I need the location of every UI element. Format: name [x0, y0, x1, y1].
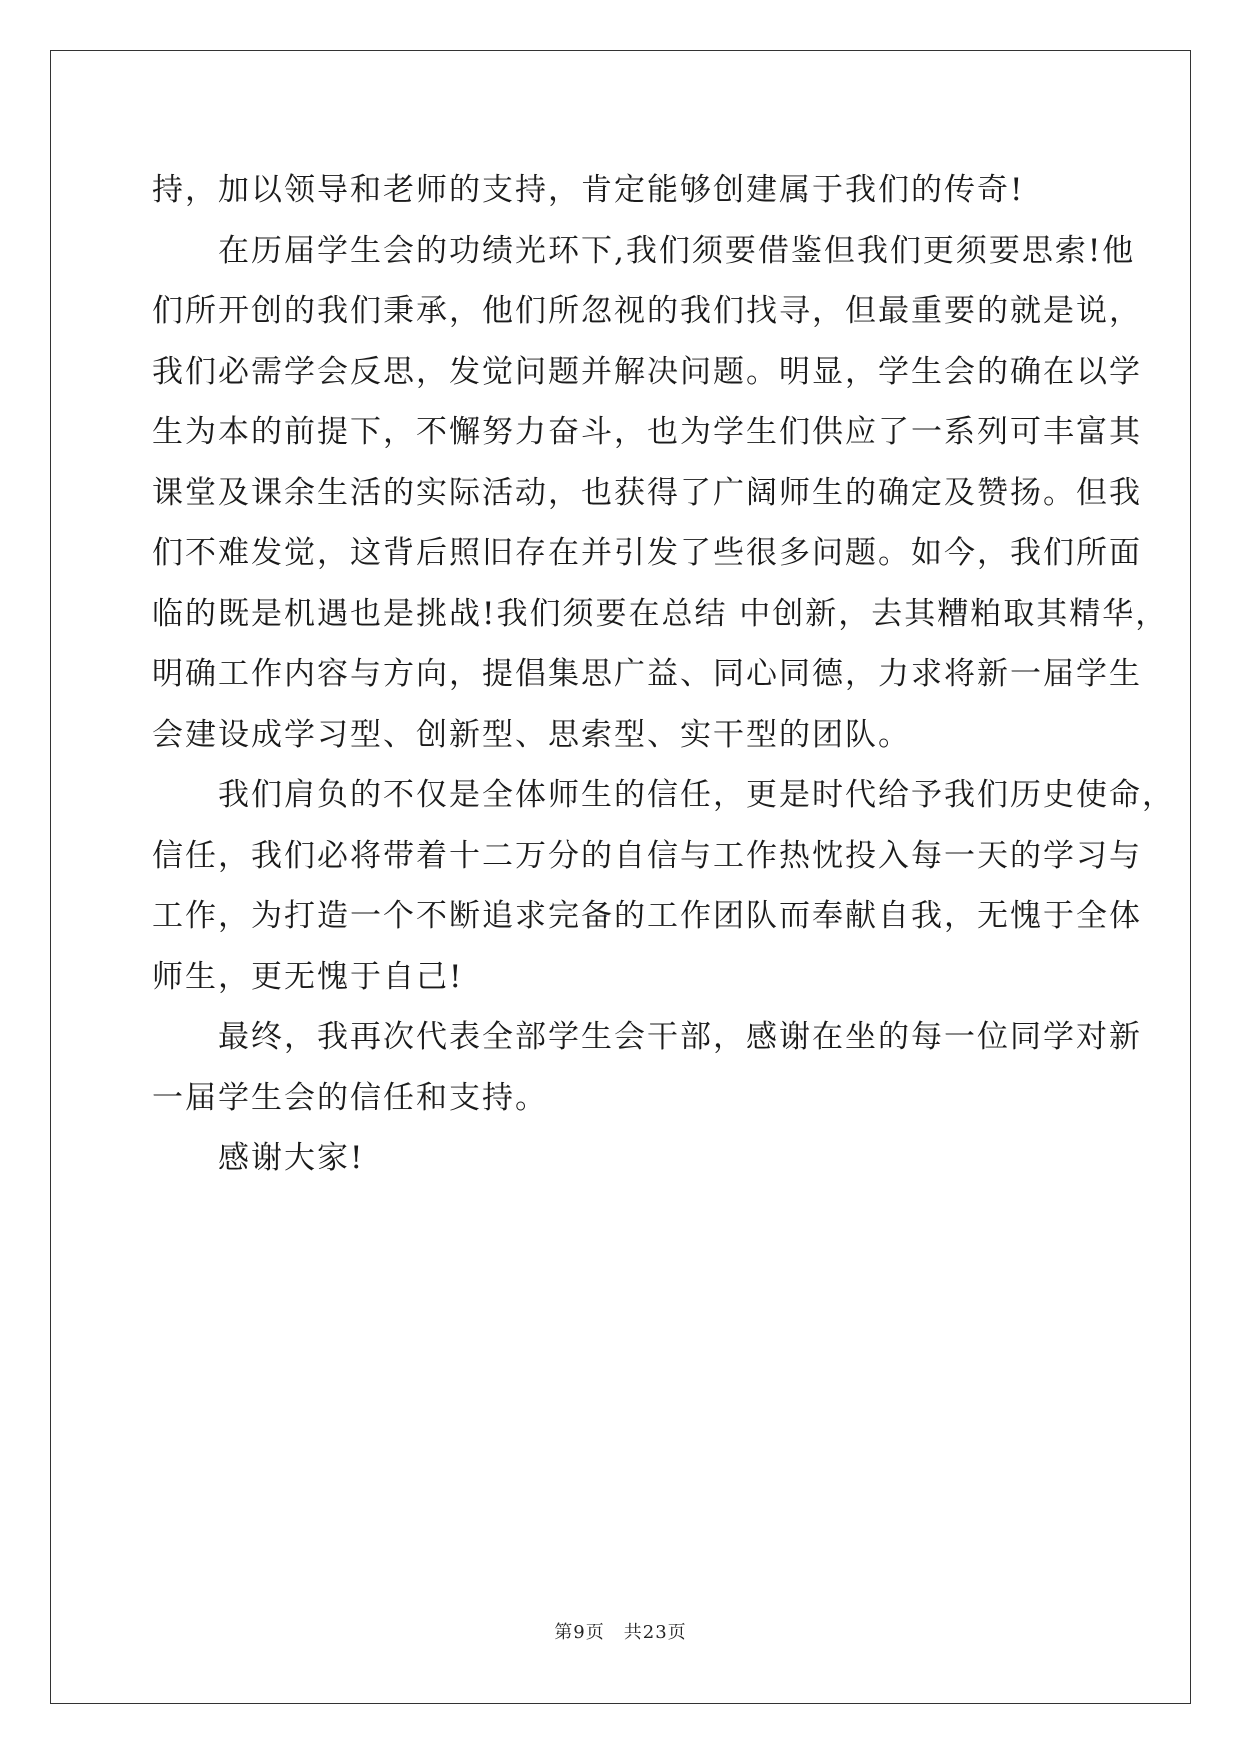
text-line-11: 我们肩负的不仅是全体师生的信任，更是时代给予我们历史使命， [218, 777, 1175, 813]
text-line-4: 我们必需学会反思，发觉问题并解决问题。明显，学生会的确在以学 [152, 353, 1142, 390]
text-line-17: 感谢大家! [218, 1140, 365, 1176]
text-line-2: 在历届学生会的功绩光环下,我们须要借鉴但我们更须要思索!他 [218, 232, 1136, 269]
text-line-16: 一届学生会的信任和支持。 [152, 1079, 548, 1116]
text-line-14: 师生，更无愧于自己! [152, 958, 464, 995]
page-number-label: 第9页 共23页 [554, 1622, 687, 1643]
text-line-8: 临的既是机遇也是挑战!我们须要在总结 中创新，去其糟粕取其精华， [152, 595, 1169, 632]
text-line-1: 持，加以领导和老师的支持，肯定能够创建属于我们的传奇! [152, 172, 1025, 208]
text-line-12: 信任，我们必将带着十二万分的自信与工作热忱投入每一天的学习与 [152, 837, 1142, 874]
text-line-15: 最终，我再次代表全部学生会干部，感谢在坐的每一位同学对新 [218, 1019, 1142, 1055]
text-line-7: 们不难发觉，这背后照旧存在并引发了些很多问题。如今，我们所面 [152, 535, 1142, 571]
text-line-13: 工作，为打造一个不断追求完备的工作团队而奉献自我，无愧于全体 [152, 898, 1142, 934]
text-line-10: 会建设成学习型、创新型、思索型、实干型的团队。 [152, 716, 911, 753]
text-line-5: 生为本的前提下，不懈努力奋斗，也为学生们供应了一系列可丰富其 [152, 414, 1142, 450]
document-body [152, 160, 1175, 1189]
text-line-9: 明确工作内容与方向，提倡集思广益、同心同德，力求将新一届学生 [152, 656, 1142, 692]
page-footer [0, 1618, 1241, 1644]
text-line-6: 课堂及课余生活的实际活动，也获得了广阔师生的确定及赞扬。但我 [152, 474, 1142, 511]
text-line-3: 们所开创的我们秉承，他们所忽视的我们找寻，但最重要的就是说， [152, 293, 1142, 329]
